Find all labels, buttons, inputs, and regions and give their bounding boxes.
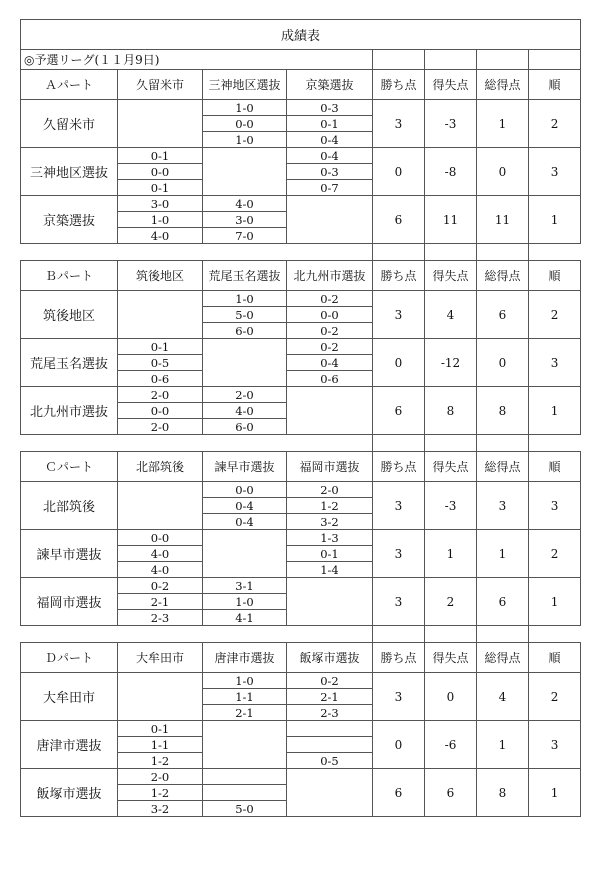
match-score: 5-0 — [203, 307, 287, 323]
total-goals-cell: 8 — [477, 387, 529, 435]
points-cell: 0 — [373, 721, 425, 769]
match-score: 2-0 — [118, 419, 203, 435]
match-score: 1-2 — [287, 498, 373, 514]
opponent-header: 北九州市選抜 — [287, 261, 373, 291]
rank-cell: 1 — [529, 387, 581, 435]
match-score: 0-0 — [118, 164, 203, 180]
match-score: 0-4 — [287, 132, 373, 148]
points-cell: 6 — [373, 387, 425, 435]
match-score: 6-0 — [203, 419, 287, 435]
match-score: 0-0 — [203, 116, 287, 132]
opponent-header: 北部筑後 — [118, 452, 203, 482]
match-score: 1-0 — [203, 594, 287, 610]
part-header-row — [21, 643, 581, 673]
team-subrow — [21, 339, 581, 355]
opponent-header: 諫早市選抜 — [203, 452, 287, 482]
rank-cell: 3 — [529, 482, 581, 530]
gap-cell — [21, 626, 118, 643]
opponent-header: 荒尾玉名選抜 — [203, 261, 287, 291]
total-goals-cell: 6 — [477, 578, 529, 626]
match-score: 1-3 — [287, 530, 373, 546]
gap-cell — [118, 435, 203, 452]
match-score: 1-0 — [203, 100, 287, 116]
stat-header: 順 — [529, 70, 581, 100]
match-score: 1-4 — [287, 562, 373, 578]
match-score: 4-0 — [203, 403, 287, 419]
match-score: 1-2 — [118, 753, 203, 769]
rank-cell: 2 — [529, 100, 581, 148]
opponent-header: 福岡市選抜 — [287, 452, 373, 482]
total-goals-cell: 3 — [477, 482, 529, 530]
match-score: 0-7 — [287, 180, 373, 196]
gap-cell — [477, 244, 529, 261]
match-score: 0-0 — [287, 307, 373, 323]
goal-diff-cell: 8 — [425, 387, 477, 435]
total-goals-cell: 8 — [477, 769, 529, 817]
total-goals-cell: 4 — [477, 673, 529, 721]
opponent-header: 久留米市 — [118, 70, 203, 100]
team-name: 福岡市選抜 — [21, 578, 118, 626]
points-cell: 3 — [373, 578, 425, 626]
team-subrow — [21, 387, 581, 403]
gap-cell — [425, 626, 477, 643]
gap-cell — [287, 435, 373, 452]
match-score: 1-0 — [203, 673, 287, 689]
self-match-cell — [118, 291, 203, 339]
match-score: 0-2 — [287, 291, 373, 307]
goal-diff-cell: -8 — [425, 148, 477, 196]
match-score: 0-1 — [118, 339, 203, 355]
match-score: 4-0 — [203, 196, 287, 212]
match-score: 3-2 — [287, 514, 373, 530]
opponent-header: 京築選抜 — [287, 70, 373, 100]
opponent-header: 筑後地区 — [118, 261, 203, 291]
team-name: 北部筑後 — [21, 482, 118, 530]
part-name: Ｄパート — [21, 643, 118, 673]
stat-header: 得失点 — [425, 452, 477, 482]
stat-header: 勝ち点 — [373, 261, 425, 291]
team-subrow — [21, 482, 581, 498]
match-score: 2-3 — [118, 610, 203, 626]
match-score: 3-0 — [203, 212, 287, 228]
match-score: 0-1 — [118, 180, 203, 196]
team-name: 久留米市 — [21, 100, 118, 148]
team-name: 大牟田市 — [21, 673, 118, 721]
gap-cell — [425, 244, 477, 261]
gap-cell — [529, 435, 581, 452]
self-match-cell — [287, 769, 373, 817]
team-name: 京築選抜 — [21, 196, 118, 244]
match-score: 4-1 — [203, 610, 287, 626]
self-match-cell — [118, 100, 203, 148]
rank-cell: 2 — [529, 673, 581, 721]
gap-cell — [287, 626, 373, 643]
match-score: 3-2 — [118, 801, 203, 817]
gap-cell — [425, 435, 477, 452]
part-header-row — [21, 70, 581, 100]
opponent-header: 飯塚市選抜 — [287, 643, 373, 673]
match-score: 0-2 — [287, 339, 373, 355]
total-goals-cell: 6 — [477, 291, 529, 339]
stat-header: 得失点 — [425, 261, 477, 291]
self-match-cell — [287, 578, 373, 626]
gap-cell — [287, 244, 373, 261]
rank-cell: 2 — [529, 530, 581, 578]
match-score: 2-0 — [287, 482, 373, 498]
match-score: 0-2 — [287, 323, 373, 339]
self-match-cell — [203, 148, 287, 196]
points-cell: 6 — [373, 769, 425, 817]
goal-diff-cell: -6 — [425, 721, 477, 769]
team-name: 諫早市選抜 — [21, 530, 118, 578]
match-score: 0-3 — [287, 164, 373, 180]
points-cell: 3 — [373, 291, 425, 339]
total-goals-cell: 0 — [477, 148, 529, 196]
part-gap — [21, 626, 581, 643]
match-score: 3-1 — [203, 578, 287, 594]
match-score: 2-0 — [203, 387, 287, 403]
gap-cell — [373, 244, 425, 261]
goal-diff-cell: 2 — [425, 578, 477, 626]
match-score: 0-6 — [287, 371, 373, 387]
self-match-cell — [203, 721, 287, 769]
match-score: 2-1 — [118, 594, 203, 610]
total-goals-cell: 1 — [477, 721, 529, 769]
part-gap — [21, 244, 581, 261]
gap-cell — [373, 435, 425, 452]
part-header-row — [21, 452, 581, 482]
total-goals-cell: 0 — [477, 339, 529, 387]
match-score: 0-1 — [287, 546, 373, 562]
match-score — [287, 737, 373, 753]
gap-cell — [21, 244, 118, 261]
gap-cell — [118, 244, 203, 261]
match-score: 0-6 — [118, 371, 203, 387]
gap-cell — [203, 435, 287, 452]
team-name: 筑後地区 — [21, 291, 118, 339]
team-subrow — [21, 578, 581, 594]
match-score: 0-0 — [203, 482, 287, 498]
opponent-header: 大牟田市 — [118, 643, 203, 673]
match-score: 0-3 — [287, 100, 373, 116]
total-goals-cell: 11 — [477, 196, 529, 244]
stat-header: 勝ち点 — [373, 643, 425, 673]
match-score: 0-5 — [287, 753, 373, 769]
goal-diff-cell: -3 — [425, 482, 477, 530]
league-blank-cell — [425, 50, 477, 70]
match-score — [287, 721, 373, 737]
part-header-row — [21, 261, 581, 291]
match-score: 6-0 — [203, 323, 287, 339]
match-score: 0-4 — [287, 355, 373, 371]
match-score: 0-0 — [118, 403, 203, 419]
match-score: 1-1 — [203, 689, 287, 705]
gap-cell — [477, 626, 529, 643]
points-cell: 0 — [373, 148, 425, 196]
gap-cell — [373, 626, 425, 643]
gap-cell — [203, 244, 287, 261]
stat-header: 総得点 — [477, 70, 529, 100]
points-cell: 3 — [373, 673, 425, 721]
match-score: 0-4 — [203, 498, 287, 514]
gap-cell — [21, 435, 118, 452]
match-score: 3-0 — [118, 196, 203, 212]
team-subrow — [21, 196, 581, 212]
match-score: 4-0 — [118, 228, 203, 244]
stat-header: 得失点 — [425, 643, 477, 673]
team-subrow — [21, 148, 581, 164]
self-match-cell — [287, 196, 373, 244]
match-score: 0-2 — [118, 578, 203, 594]
stat-header: 勝ち点 — [373, 452, 425, 482]
goal-diff-cell: 11 — [425, 196, 477, 244]
stat-header: 順 — [529, 261, 581, 291]
match-score: 0-4 — [203, 514, 287, 530]
self-match-cell — [203, 530, 287, 578]
team-name: 荒尾玉名選抜 — [21, 339, 118, 387]
match-score: 1-0 — [203, 291, 287, 307]
league-label: ◎予選リーグ(１１月9日) — [21, 50, 373, 70]
stat-header: 得失点 — [425, 70, 477, 100]
points-cell: 3 — [373, 482, 425, 530]
match-score: 0-0 — [118, 530, 203, 546]
match-score — [203, 785, 287, 801]
match-score: 2-3 — [287, 705, 373, 721]
part-name: Ｂパート — [21, 261, 118, 291]
title-row — [21, 20, 581, 50]
opponent-header: 唐津市選抜 — [203, 643, 287, 673]
match-score: 1-0 — [203, 132, 287, 148]
stat-header: 順 — [529, 643, 581, 673]
team-subrow — [21, 291, 581, 307]
match-score: 0-1 — [118, 148, 203, 164]
match-score: 4-0 — [118, 546, 203, 562]
points-cell: 0 — [373, 339, 425, 387]
self-match-cell — [287, 387, 373, 435]
goal-diff-cell: 1 — [425, 530, 477, 578]
points-cell: 3 — [373, 100, 425, 148]
gap-cell — [477, 435, 529, 452]
match-score: 0-1 — [287, 116, 373, 132]
goal-diff-cell: 0 — [425, 673, 477, 721]
stat-header: 総得点 — [477, 643, 529, 673]
match-score: 1-0 — [118, 212, 203, 228]
team-subrow — [21, 673, 581, 689]
total-goals-cell: 1 — [477, 530, 529, 578]
team-name: 飯塚市選抜 — [21, 769, 118, 817]
league-blank-cell — [529, 50, 581, 70]
goal-diff-cell: -3 — [425, 100, 477, 148]
results-sheet — [20, 19, 580, 817]
points-cell: 3 — [373, 530, 425, 578]
part-name: Ａパート — [21, 70, 118, 100]
gap-cell — [118, 626, 203, 643]
team-subrow — [21, 100, 581, 116]
team-subrow — [21, 769, 581, 785]
rank-cell: 1 — [529, 196, 581, 244]
goal-diff-cell: -12 — [425, 339, 477, 387]
sheet-title: 成績表 — [21, 20, 581, 50]
stat-header: 順 — [529, 452, 581, 482]
self-match-cell — [203, 339, 287, 387]
team-name: 唐津市選抜 — [21, 721, 118, 769]
rank-cell: 2 — [529, 291, 581, 339]
match-score: 1-1 — [118, 737, 203, 753]
self-match-cell — [118, 673, 203, 721]
gap-cell — [529, 626, 581, 643]
rank-cell: 1 — [529, 578, 581, 626]
match-score — [203, 769, 287, 785]
rank-cell: 3 — [529, 148, 581, 196]
self-match-cell — [118, 482, 203, 530]
goal-diff-cell: 4 — [425, 291, 477, 339]
part-gap — [21, 435, 581, 452]
gap-cell — [203, 626, 287, 643]
match-score: 2-0 — [118, 387, 203, 403]
league-blank-cell — [373, 50, 425, 70]
match-score: 5-0 — [203, 801, 287, 817]
stat-header: 総得点 — [477, 452, 529, 482]
rank-cell: 1 — [529, 769, 581, 817]
match-score: 0-5 — [118, 355, 203, 371]
results-table — [20, 19, 581, 817]
stat-header: 勝ち点 — [373, 70, 425, 100]
team-subrow — [21, 530, 581, 546]
match-score: 2-0 — [118, 769, 203, 785]
league-row — [21, 50, 581, 70]
match-score: 2-1 — [287, 689, 373, 705]
rank-cell: 3 — [529, 721, 581, 769]
stat-header: 総得点 — [477, 261, 529, 291]
total-goals-cell: 1 — [477, 100, 529, 148]
match-score: 0-4 — [287, 148, 373, 164]
match-score: 2-1 — [203, 705, 287, 721]
part-name: Ｃパート — [21, 452, 118, 482]
rank-cell: 3 — [529, 339, 581, 387]
team-subrow — [21, 721, 581, 737]
points-cell: 6 — [373, 196, 425, 244]
match-score: 0-1 — [118, 721, 203, 737]
team-name: 北九州市選抜 — [21, 387, 118, 435]
match-score: 0-2 — [287, 673, 373, 689]
match-score: 1-2 — [118, 785, 203, 801]
league-blank-cell — [477, 50, 529, 70]
team-name: 三神地区選抜 — [21, 148, 118, 196]
match-score: 4-0 — [118, 562, 203, 578]
goal-diff-cell: 6 — [425, 769, 477, 817]
match-score: 7-0 — [203, 228, 287, 244]
gap-cell — [529, 244, 581, 261]
opponent-header: 三神地区選抜 — [203, 70, 287, 100]
